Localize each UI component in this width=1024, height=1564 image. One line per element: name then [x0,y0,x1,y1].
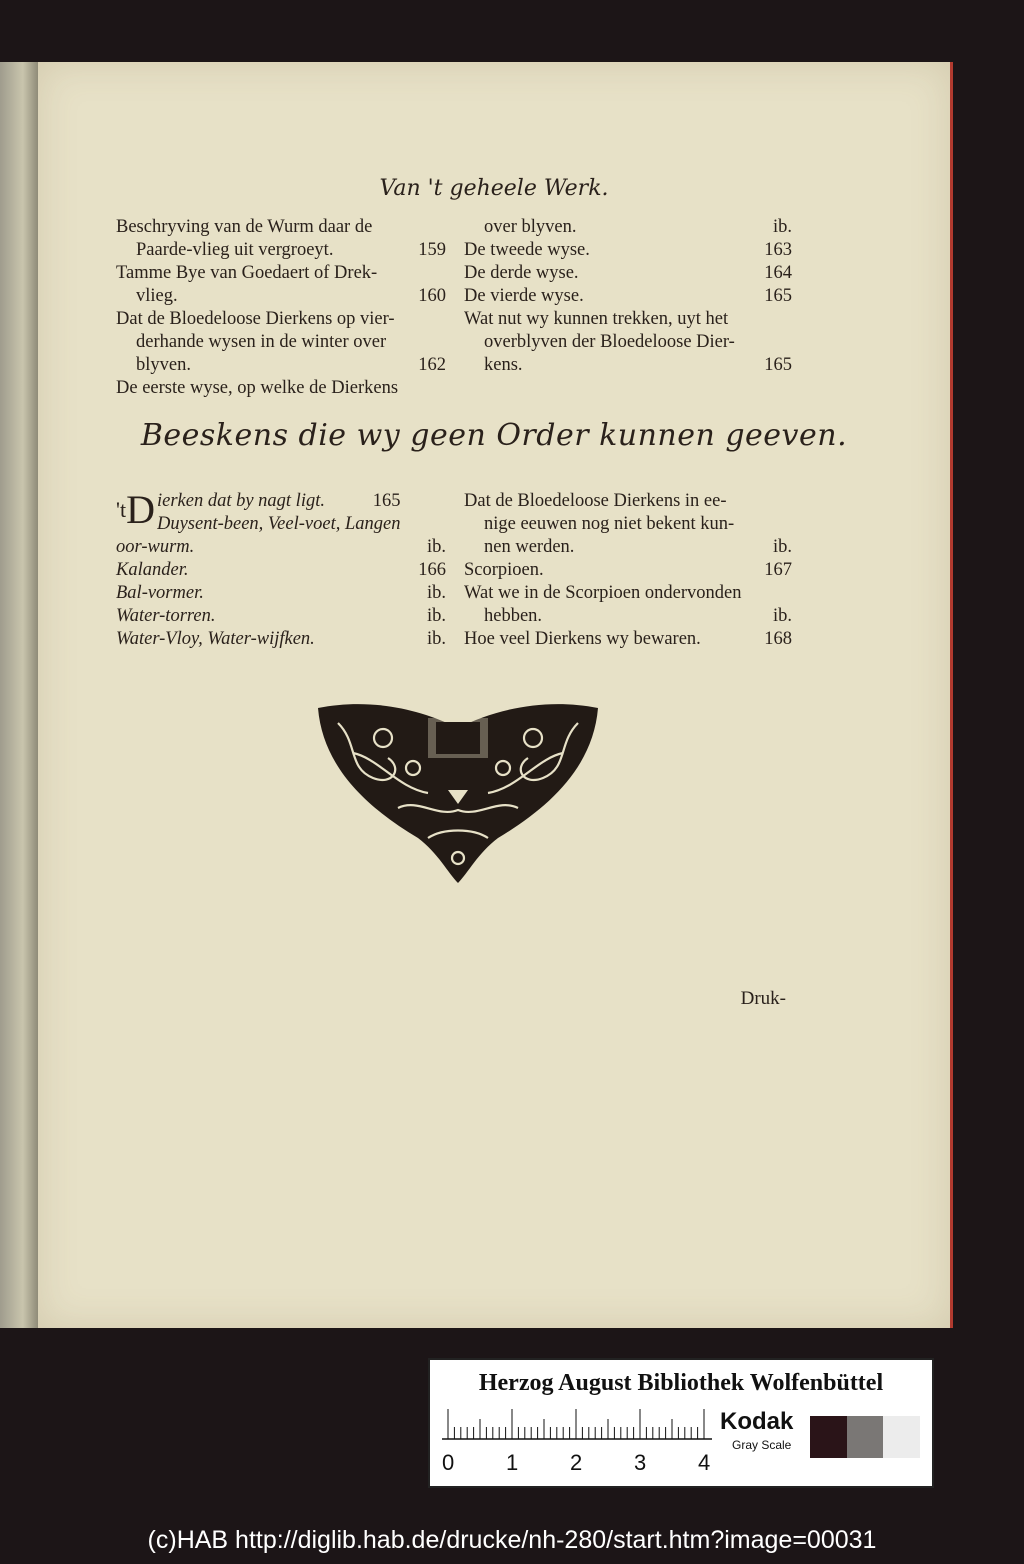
entry-text: Water-torren. [116,606,216,626]
footer-url: (c)HAB http://diglib.hab.de/drucke/nh-280/start.htm?image=00031 [147,1526,877,1554]
entry-page: 165 [764,355,792,375]
ruler-label: 3 [634,1450,647,1475]
index-entry [116,559,446,582]
index-entry [464,285,792,308]
index-entry [116,331,446,354]
entry-page: 165 [372,491,401,511]
entry-text: overblyven der Bloedeloose Dier- [484,332,735,352]
catchword: Druk- [740,988,786,1009]
entry-text: De eerste wyse, op welke de Dierkens [116,378,399,398]
entry-text: Water-Vloy, Water-wijfken. [116,629,315,649]
index-entry [464,582,792,605]
ruler-label: 1 [506,1450,519,1475]
entry-page: 165 [764,286,792,306]
entry-page: 167 [764,560,792,580]
entry-text: Bal-vormer. [116,583,204,603]
entry-text: Beschryving van de Wurm daar de [116,217,373,237]
entry-text: De tweede wyse. [464,240,590,260]
index-entry [116,216,446,239]
entry-page: 164 [764,263,792,283]
entry-page: 163 [764,240,792,260]
index-entry [116,377,446,400]
entry-text: De vierde wyse. [464,286,584,306]
entry-text: Kalander. [116,560,189,580]
target-title: Herzog August Bibliothek Wolfenbüttel [478,1370,884,1396]
index-entry [464,216,792,239]
entry-text: Paarde-vlieg uit vergroeyt. [136,240,334,260]
entry-text: derhande wysen in de winter over [136,332,387,352]
entry-list [116,536,446,651]
index-entry [464,605,792,628]
kodak-logo: Kodak [720,1408,794,1435]
index-entry [464,628,792,651]
index-entry [116,605,446,628]
running-head: Van 't geheele Werk. [379,176,609,201]
gray-scale-swatches [810,1416,920,1458]
gray-swatch [847,1416,884,1458]
index-entry [464,308,792,331]
entry-text: ierken dat by nagt ligt. [156,491,325,511]
index-entry [464,354,792,377]
ruler-label: 2 [570,1450,583,1475]
entry-text: Hoe veel Dierkens wy bewaren. [464,629,701,649]
book-page [38,62,950,1328]
entry-page: ib. [772,217,792,237]
ruler-label: 4 [698,1450,711,1475]
measurement-ruler [442,1408,712,1440]
index-column-lower-right [464,490,792,651]
index-column-lower-left [116,487,446,651]
color-target-card [428,1358,934,1488]
index-entry [464,513,792,536]
entry-text: oor-wurm. [116,537,195,557]
drop-cap: $^{'t}$D [116,487,155,532]
index-entry [116,308,446,331]
index-entry [464,262,792,285]
index-column-upper-right [464,216,792,377]
entry-page: ib. [426,629,446,649]
printers-ornament [308,698,608,888]
entry-page: 162 [418,355,446,375]
entry-page: ib. [426,583,446,603]
gray-swatch [883,1416,920,1458]
entry-text: hebben. [484,606,543,626]
page-red-edge [950,62,953,1328]
index-entry [116,536,446,559]
entry-text: nige eeuwen nog niet bekent kun- [484,514,735,534]
entry-page: 168 [764,629,792,649]
entry-text: Dat de Bloedeloose Dierkens in ee- [464,491,727,511]
entry-page: ib. [772,537,792,557]
entry-text: Duysent-been, Veel-voet, Langen [156,514,401,534]
ruler-labels [442,1450,712,1474]
index-entry [464,331,792,354]
index-entry-first [116,487,446,536]
entry-page: 159 [418,240,446,260]
entry-text: Tamme Bye van Goedaert of Drek- [116,263,378,283]
entry-text: vlieg. [136,286,178,306]
index-entry [464,490,792,513]
entry-page: ib. [426,537,446,557]
entry-text: Dat de Bloedeloose Dierkens op vier- [116,309,395,329]
index-entry [464,239,792,262]
entry-text: kens. [484,355,523,375]
entry-text: Wat we in de Scorpioen ondervonden [464,583,742,603]
index-entry [116,354,446,377]
entry-text: over blyven. [484,217,577,237]
entry-page: 160 [418,286,446,306]
entry-text: nen werden. [484,537,575,557]
index-entry [464,559,792,582]
entry-text: Scorpioen. [464,560,544,580]
index-entry [116,582,446,605]
entry-text: blyven. [136,355,191,375]
entry-page: 166 [418,560,446,580]
index-column-upper-left [116,216,446,400]
gray-swatch [810,1416,847,1458]
entry-page: ib. [772,606,792,626]
facing-page-edge [0,62,38,1328]
index-entry [116,628,446,651]
gray-scale-label: Gray Scale [732,1438,792,1452]
entry-page: ib. [426,606,446,626]
ruler-label: 0 [442,1450,455,1475]
index-entry [116,239,446,262]
index-entry [116,285,446,308]
entry-text: De derde wyse. [464,263,579,283]
entry-text: Wat nut wy kunnen trekken, uyt het [464,309,729,329]
index-entry [116,262,446,285]
index-entry [464,536,792,559]
section-title: Beeskens die wy geen Order kunnen geeven. [140,418,848,453]
